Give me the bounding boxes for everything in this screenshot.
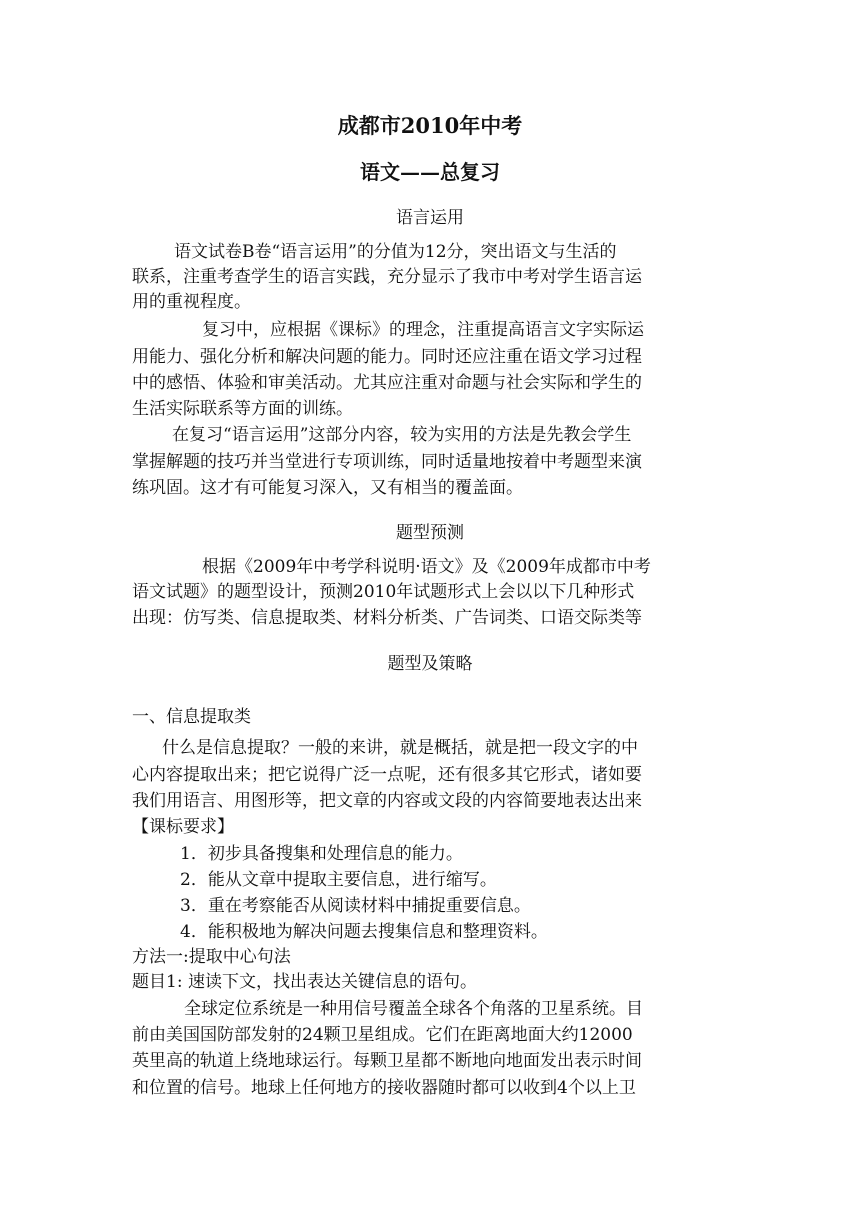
document-subtitle: 语文——总复习 [360,160,500,184]
requirement-label: 【课标要求】 [132,817,234,837]
paragraph-line: 什么是信息提取？一般的来讲，就是概括，就是把一段文字的中 [162,738,638,758]
paragraph-line: 语文试卷B卷“语言运用”的分值为12分，突出语文与生活的 [174,242,617,262]
method-heading: 方法一:提取中心句法 [132,947,291,967]
paragraph-line: 用能力、强化分析和解决问题的能力。同时还应注重在语文学习过程 [132,347,642,367]
document-title: 成都市2010年中考 [337,114,523,138]
paragraph-line: 中的感悟、体验和审美活动。尤其应注重对命题与社会实际和学生的 [132,373,642,393]
paragraph-line: 掌握解题的技巧并当堂进行专项训练，同时适量地按着中考题型来演 [132,452,642,472]
passage-line: 全球定位系统是一种用信号覆盖全球各个角落的卫星系统。目 [184,999,643,1019]
passage-line: 前由美国国防部发射的24颗卫星组成。它们在距离地面大约12000 [132,1025,633,1045]
paragraph-line: 复习中，应根据《课标》的理念，注重提高语言文字实际运 [202,320,644,340]
paragraph-line: 在复习“语言运用”这部分内容，较为实用的方法是先教会学生 [172,425,632,445]
requirement-item: 4．能积极地为解决问题去搜集信息和整理资料。 [180,922,548,942]
question-prompt: 题目1: 速读下文，找出表达关键信息的语句。 [132,972,477,992]
paragraph-line: 联系，注重考查学生的语言实践，充分显示了我市中考对学生语言运 [132,267,642,287]
requirement-item: 3．重在考察能否从阅读材料中捕捉重要信息。 [180,896,531,916]
requirement-item: 1．初步具备搜集和处理信息的能力。 [180,844,463,864]
paragraph-line: 练巩固。这才有可能复习深入，又有相当的覆盖面。 [132,478,523,498]
passage-line: 英里高的轨道上绕地球运行。每颗卫星都不断地向地面发出表示时间 [132,1051,642,1071]
paragraph-line: 生活实际联系等方面的训练。 [132,399,353,419]
requirement-item: 2．能从文章中提取主要信息，进行缩写。 [180,870,497,890]
paragraph-line: 用的重视程度。 [132,292,251,312]
subsection-heading: 一、信息提取类 [132,707,251,727]
passage-line: 和位置的信号。地球上任何地方的接收器随时都可以收到4个以上卫 [132,1078,636,1098]
paragraph-line: 心内容提取出来；把它说得广泛一点呢，还有很多其它形式，诸如要 [132,765,642,785]
paragraph-line: 我们用语言、用图形等，把文章的内容或文段的内容简要地表达出来 [132,791,642,811]
section-heading-language-use: 语言运用 [396,208,464,228]
section-heading-question-types: 题型预测 [396,523,464,543]
paragraph-line: 根据《2009年中考学科说明·语文》及《2009年成都市中考 [202,557,651,577]
paragraph-line: 语文试题》的题型设计，预测2010年试题形式上会以以下几种形式 [132,582,635,602]
paragraph-line: 出现：仿写类、信息提取类、材料分析类、广告词类、口语交际类等 [132,608,642,628]
section-heading-strategies: 题型及策略 [387,654,473,674]
